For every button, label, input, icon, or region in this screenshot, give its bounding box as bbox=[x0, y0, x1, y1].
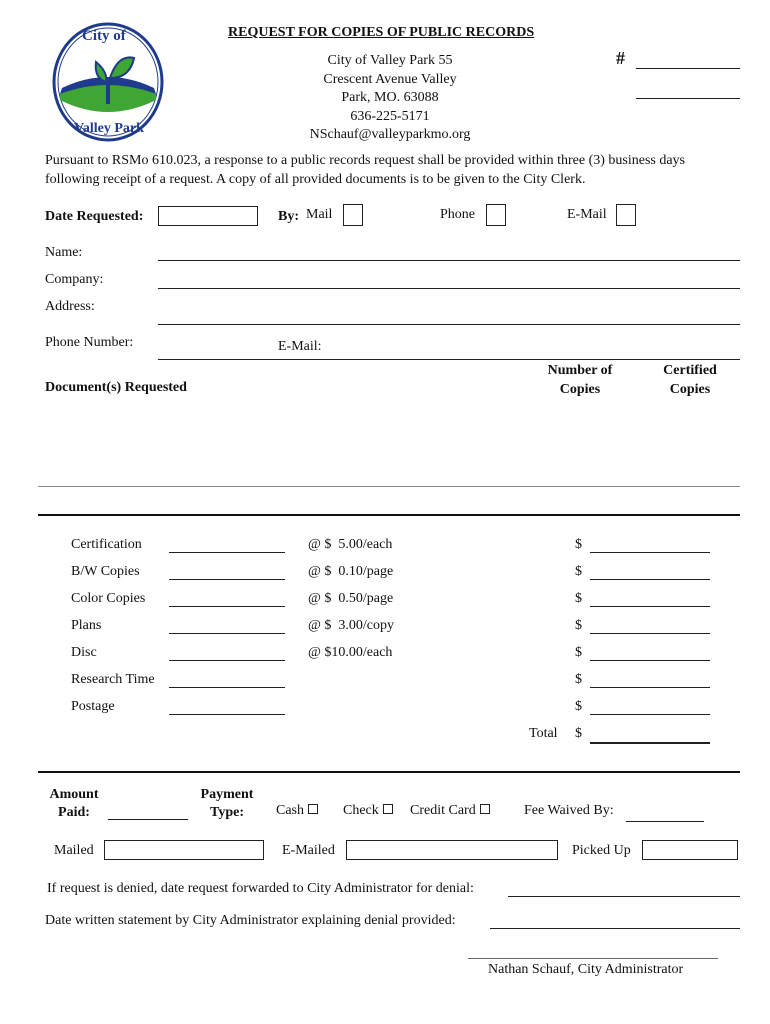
fee-label: Color Copies bbox=[71, 591, 146, 606]
fee-quantity-field[interactable] bbox=[169, 687, 285, 688]
dollar-sign: $ bbox=[575, 618, 582, 633]
fee-quantity-field[interactable] bbox=[169, 552, 285, 553]
email-checkbox[interactable] bbox=[616, 204, 636, 226]
check-label: Check bbox=[343, 803, 379, 818]
company-label: Company: bbox=[45, 272, 104, 287]
fee-quantity-field[interactable] bbox=[169, 714, 285, 715]
address-line: Park, MO. 63088 bbox=[341, 90, 439, 105]
mail-checkbox[interactable] bbox=[343, 204, 363, 226]
amount-label: Amount bbox=[49, 787, 99, 802]
credit-card-option[interactable] bbox=[410, 803, 490, 819]
address-line: NSchauf@valleyparkmo.org bbox=[309, 127, 471, 142]
copies-label: Copies bbox=[559, 382, 601, 397]
fee-quantity-field[interactable] bbox=[169, 660, 285, 661]
emailed-label: E-Mailed bbox=[282, 843, 335, 858]
name-label: Name: bbox=[45, 245, 83, 260]
phone-label: Phone bbox=[440, 207, 475, 222]
fee-rate: @ $ 0.50/page bbox=[308, 591, 394, 606]
dollar-sign: $ bbox=[575, 537, 582, 552]
logo-bottom-text: Valley Park bbox=[74, 121, 144, 136]
fee-amount-field[interactable] bbox=[590, 552, 710, 553]
total-amount-field[interactable] bbox=[590, 742, 710, 744]
mailed-field[interactable] bbox=[104, 840, 264, 860]
certified-label: Certified bbox=[663, 363, 717, 378]
fee-amount-field[interactable] bbox=[590, 579, 710, 580]
cash-checkbox[interactable] bbox=[308, 804, 318, 814]
mailed-label: Mailed bbox=[54, 843, 94, 858]
credit-card-checkbox[interactable] bbox=[480, 804, 490, 814]
name-field[interactable] bbox=[158, 260, 740, 261]
amount-paid-label bbox=[40, 786, 108, 822]
address-field[interactable] bbox=[158, 324, 740, 325]
total-dollar-sign: $ bbox=[575, 726, 582, 741]
phone-email-field[interactable] bbox=[158, 359, 740, 360]
request-number-field[interactable] bbox=[636, 68, 740, 69]
dollar-sign: $ bbox=[575, 699, 582, 714]
payment-type-label bbox=[194, 786, 260, 822]
fee-waived-label: Fee Waived By: bbox=[524, 803, 614, 818]
phone-number-label: Phone Number: bbox=[45, 335, 134, 350]
city-logo bbox=[48, 14, 166, 142]
fee-rate: @ $ 0.10/page bbox=[308, 564, 394, 579]
total-label: Total bbox=[529, 726, 558, 741]
address-label: Address: bbox=[45, 299, 95, 314]
number-of-copies-header bbox=[530, 361, 630, 399]
dollar-sign: $ bbox=[575, 672, 582, 687]
email-method-label: E-Mail bbox=[567, 207, 607, 222]
address-line: City of Valley Park 55 bbox=[327, 53, 453, 68]
mail-label: Mail bbox=[306, 207, 333, 222]
address-line: Crescent Avenue Valley bbox=[323, 71, 457, 87]
paid-label: Paid: bbox=[58, 805, 90, 820]
credit-card-label: Credit Card bbox=[410, 803, 476, 818]
fee-quantity-field[interactable] bbox=[169, 579, 285, 580]
signature-name: Nathan Schauf, City Administrator bbox=[488, 962, 684, 977]
intro-text bbox=[45, 151, 685, 189]
number-of-label: Number of bbox=[547, 363, 613, 378]
date-requested-label: Date Requested: bbox=[45, 209, 144, 224]
date-requested-field[interactable] bbox=[158, 206, 258, 226]
fee-rate: @ $ 3.00/copy bbox=[308, 618, 394, 633]
emailed-field[interactable] bbox=[346, 840, 558, 860]
fee-amount-field[interactable] bbox=[590, 687, 710, 688]
fee-label: Postage bbox=[71, 699, 115, 714]
dollar-sign: $ bbox=[575, 564, 582, 579]
fee-amount-field[interactable] bbox=[590, 660, 710, 661]
picked-up-field[interactable] bbox=[642, 840, 738, 860]
intro-line: Pursuant to RSMo 610.023, a response to a public records request shall be provided within three (3) business days bbox=[45, 153, 686, 168]
by-label: By: bbox=[278, 209, 299, 224]
dollar-sign: $ bbox=[575, 645, 582, 660]
logo-top-text: City of bbox=[82, 28, 126, 44]
fee-label: B/W Copies bbox=[71, 564, 140, 579]
fee-label: Disc bbox=[71, 645, 97, 660]
documents-field[interactable] bbox=[38, 486, 740, 487]
request-number-field-2[interactable] bbox=[636, 98, 740, 99]
address-line: 636-225-5171 bbox=[350, 108, 430, 124]
fee-label: Research Time bbox=[71, 672, 155, 687]
denial-forwarded-field[interactable] bbox=[508, 896, 740, 897]
section-divider bbox=[38, 514, 740, 516]
signature-line[interactable] bbox=[468, 958, 718, 959]
fee-amount-field[interactable] bbox=[590, 633, 710, 634]
denial-forwarded-label: If request is denied, date request forwarded to City Administrator for denial: bbox=[47, 881, 474, 896]
denial-statement-label: Date written statement by City Administrator explaining denial provided: bbox=[45, 913, 456, 928]
fee-quantity-field[interactable] bbox=[169, 633, 285, 634]
payment-label: Payment bbox=[200, 787, 254, 802]
number-sign: # bbox=[616, 48, 625, 68]
payment-divider bbox=[38, 771, 740, 773]
cash-option[interactable] bbox=[276, 803, 318, 819]
form-title: REQUEST FOR COPIES OF PUBLIC RECORDS bbox=[228, 25, 535, 40]
denial-statement-field[interactable] bbox=[490, 928, 740, 929]
check-option[interactable] bbox=[343, 803, 393, 819]
fee-quantity-field[interactable] bbox=[169, 606, 285, 607]
address-block bbox=[270, 52, 510, 145]
check-checkbox[interactable] bbox=[383, 804, 393, 814]
phone-checkbox[interactable] bbox=[486, 204, 506, 226]
certified-copies-label: Copies bbox=[669, 382, 711, 397]
fee-label: Plans bbox=[71, 618, 102, 633]
documents-requested-label: Document(s) Requested bbox=[45, 380, 187, 395]
contact-email-label: E-Mail: bbox=[278, 339, 322, 354]
type-label: Type: bbox=[210, 805, 244, 820]
cash-label: Cash bbox=[276, 803, 304, 818]
amount-paid-field[interactable] bbox=[108, 819, 188, 820]
dollar-sign: $ bbox=[575, 591, 582, 606]
company-field[interactable] bbox=[158, 288, 740, 289]
fee-rate: @ $ 5.00/each bbox=[308, 537, 393, 552]
fee-amount-field[interactable] bbox=[590, 606, 710, 607]
fee-label: Certification bbox=[71, 537, 142, 552]
intro-line: following receipt of a request. A copy of all provided documents is to be given to the City Clerk. bbox=[45, 172, 586, 187]
fee-rate: @ $10.00/each bbox=[308, 645, 393, 660]
fee-amount-field[interactable] bbox=[590, 714, 710, 715]
certified-copies-header bbox=[645, 361, 735, 399]
fee-waived-field[interactable] bbox=[626, 821, 704, 822]
picked-up-label: Picked Up bbox=[572, 843, 631, 858]
